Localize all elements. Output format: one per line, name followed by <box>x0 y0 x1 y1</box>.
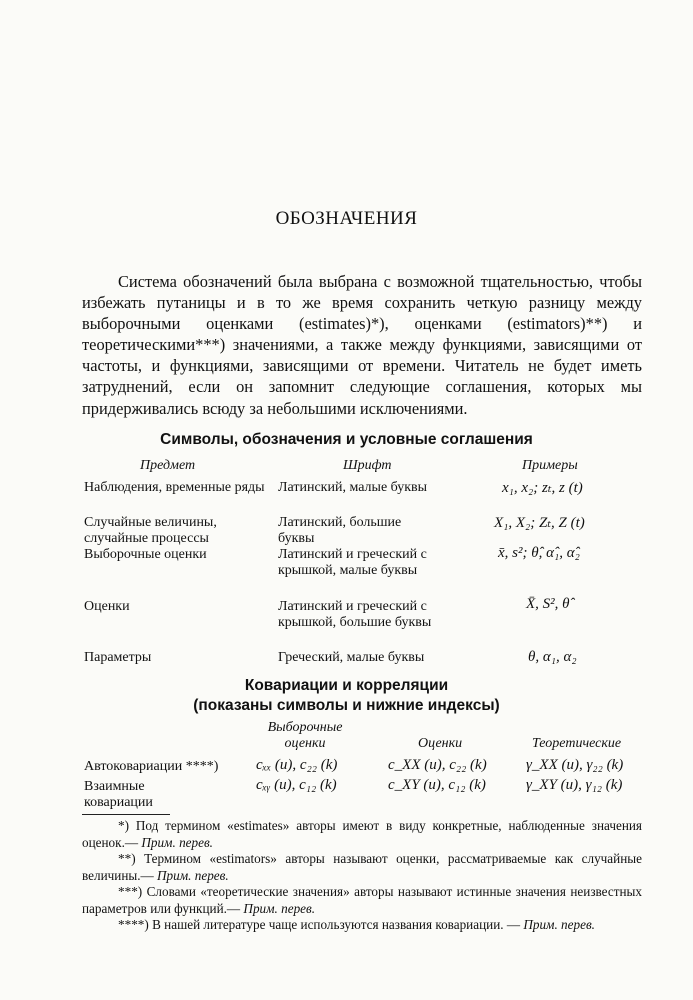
row-examples: x₁, x₂; zₜ, z (t) <box>502 480 583 496</box>
col-header-font: Шрифт <box>343 458 392 473</box>
row-examples: x̄, s²; θ̂, α̂₁, α̂₂ <box>498 545 580 561</box>
col-header-sample: Выборочные оценки <box>267 720 343 751</box>
row-subject: Оценки <box>84 599 130 614</box>
row-examples: X̄, S², θ̂ <box>526 596 570 612</box>
cov-row-estimator: c_XY (u), c₁₂ (k) <box>388 777 486 793</box>
row-font: Греческий, малые буквы <box>278 650 425 665</box>
cov-row-sample: cₓₓ (u), c₂₂ (k) <box>256 757 338 773</box>
row-subject: Наблюдения, временные ряды <box>84 480 265 495</box>
footnote-note: Прим. перев. <box>523 917 595 932</box>
footnote-note: Прим. перев. <box>243 900 316 916</box>
footnote-text: *) Под термином «estimates» авторы имеют в виду конкретные, наблюденные значения оценок.— <box>82 818 642 850</box>
footnote-divider <box>82 814 170 815</box>
footnote-2 <box>82 851 642 884</box>
symbols-heading: Символы, обозначения и условные соглашения <box>160 431 533 448</box>
col-header-theoretical: Теоретические <box>532 736 622 751</box>
col-header-subject: Предмет <box>140 458 196 473</box>
intro-paragraph: Система обозначений была выбрана с возможной тщательностью, чтобы избежать путаницы и в то же время сохранить четкую разницу между выборочными оценками (estimates)*), оценками (estimators)**) и теоретическими***) значениями, а также между функциями, зависящими от частоты, и функциями, зависящими от времени. Читатель не будет иметь затруднений, если он запомнит следующие соглашения, которых мы придерживались всюду за небольшими исключениями. <box>82 272 642 418</box>
cov-row-estimator: c_XX (u), c₂₂ (k) <box>388 757 487 773</box>
row-font: Латинский, большие буквы <box>278 515 402 546</box>
footnote-text: **) Термином «estimators» авторы называют оценки, рассматриваемые как случайные величины.— <box>82 851 642 883</box>
cov-row-theoretical: γ_XY (u), γ₁₂ (k) <box>526 777 623 793</box>
footnote-4 <box>82 917 642 934</box>
footnote-1 <box>82 818 642 851</box>
col-header-estimator: Оценки <box>418 736 463 751</box>
row-font: Латинский, малые буквы <box>278 480 428 495</box>
footnote-note: Прим. перев. <box>157 867 229 883</box>
row-subject: Выборочные оценки <box>84 547 207 562</box>
cov-heading: Ковариации и корреляции <box>244 677 449 694</box>
row-subject: Параметры <box>84 650 152 665</box>
row-font: Латинский и греческий с крышкой, большие буквы <box>278 599 432 630</box>
row-examples: X₁, X₂; Zₜ, Z (t) <box>494 515 585 531</box>
cov-row-sample: cₓᵧ (u), c₁₂ (k) <box>256 777 337 793</box>
footnote-note: Прим. перев. <box>141 834 213 850</box>
cov-subheading: (показаны символы и нижние индексы) <box>193 697 500 714</box>
col-header-examples: Примеры <box>522 458 578 473</box>
footnote-text: ***) Словами «теоретические значения» авторы называют истинные значения неизвестных параметров или функций.— <box>82 884 642 916</box>
row-subject: Случайные величины, случайные процессы <box>84 515 217 546</box>
cov-row-label: Автоковариации ****) <box>84 759 219 774</box>
row-examples: θ, α₁, α₂ <box>528 649 577 665</box>
cov-row-label: Взаимные ковариации <box>84 779 153 810</box>
row-font: Латинский и греческий с крышкой, малые буквы <box>278 547 427 578</box>
page-title: ОБОЗНАЧЕНИЯ <box>275 208 418 229</box>
footnote-3 <box>82 884 642 917</box>
cov-row-theoretical: γ_XX (u), γ₂₂ (k) <box>526 757 624 773</box>
footnote-text: ****) В нашей литературе чаще используются названия ковариации. — <box>118 917 521 932</box>
